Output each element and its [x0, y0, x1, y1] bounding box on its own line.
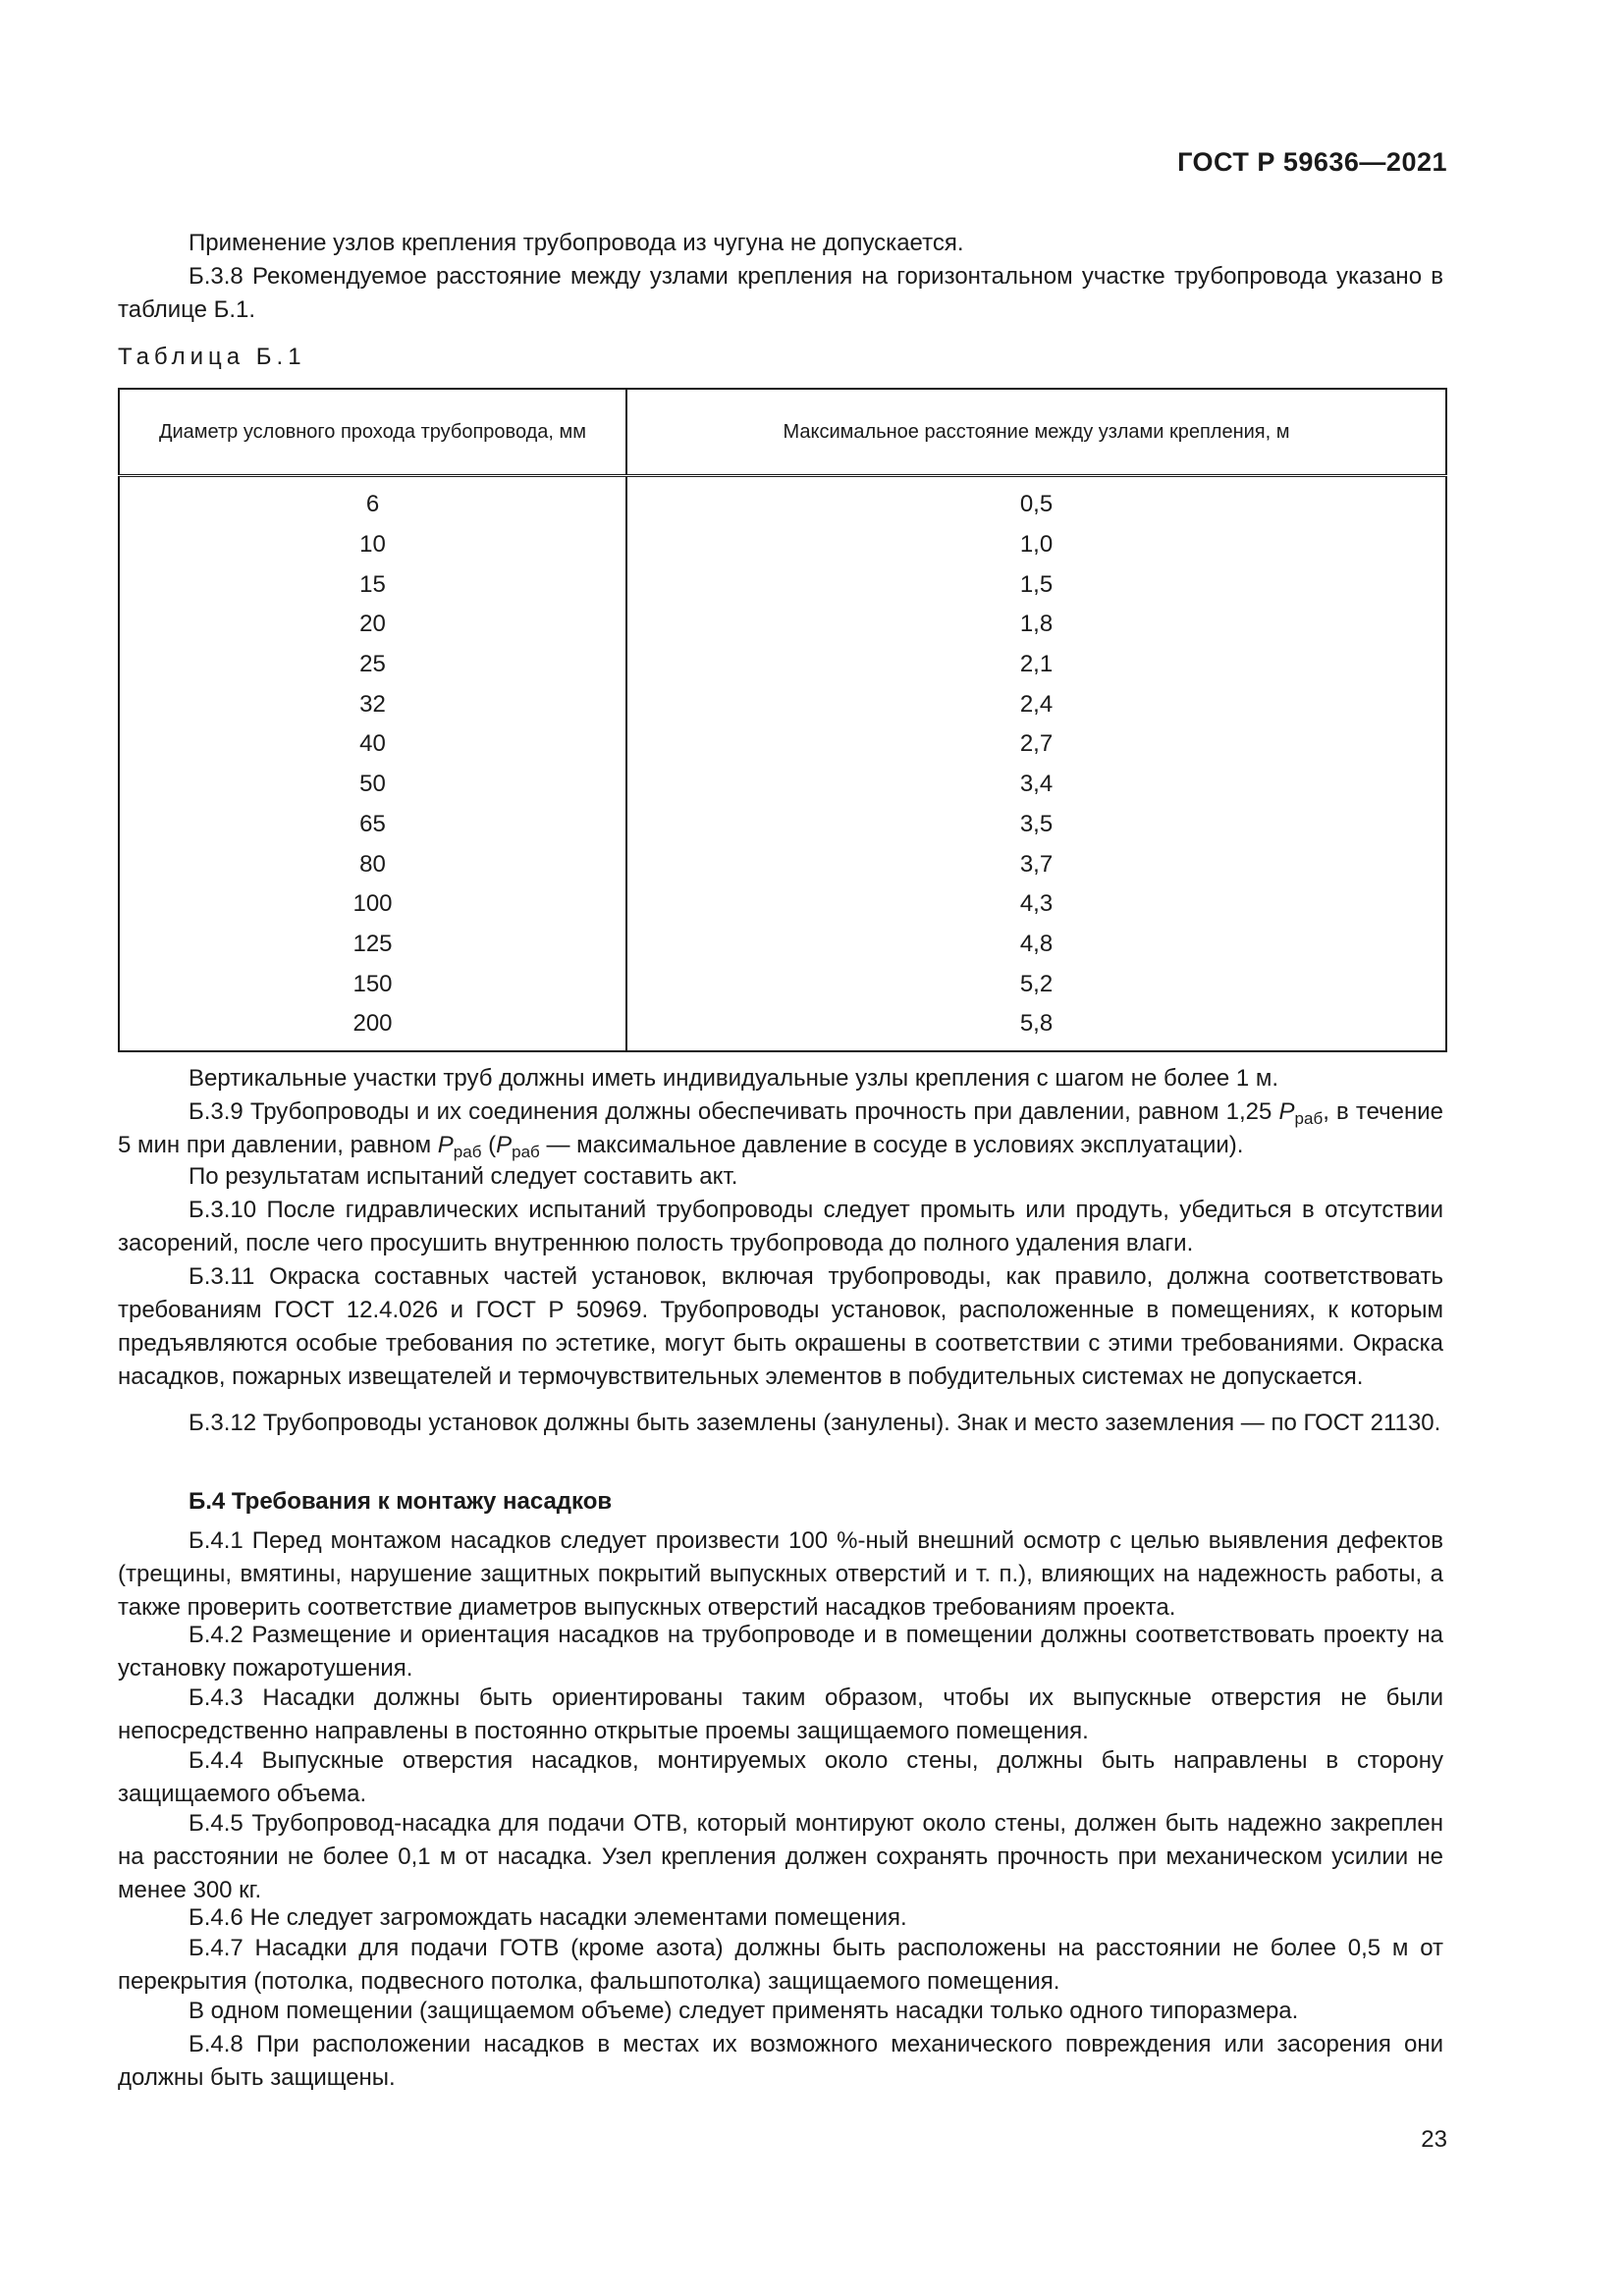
table-cell-distance: 2,4	[1019, 690, 1054, 718]
table-cell-distance: 5,2	[1019, 970, 1054, 997]
paragraph-b4-5: Б.4.5 Трубопровод-насадка для подачи ОТВ, который монтируют около стены, должен быть надежно закреплен на расстоянии не более 0,1 м от насадка. Узел крепления должен сохранять прочность при механическом усилии не менее 300 кг.	[118, 1810, 1443, 1903]
table-cell-diameter: 20	[119, 605, 626, 645]
paragraph-b3-8: Б.3.8 Рекомендуемое расстояние между узлами крепления на горизонтальном участке трубопровода указано в таблице Б.1.	[118, 263, 1443, 323]
table-cell-distance: 4,8	[1019, 930, 1054, 957]
paragraph-b3-11: Б.3.11 Окраска составных частей установок, включая трубопроводы, как правило, должна соответствовать требованиям ГОСТ 12.4.026 и ГОСТ Р 50969. Трубопроводы установок, расположенные в помещениях, к которым предъявляются особые требования по эстетике, могут быть окрашены в соответствии с этими требованиями. Окраска насадков, пожарных извещателей и термочувствительных элементов в побудительных системах не допускается.	[118, 1263, 1443, 1390]
table-cell-diameter: 200	[119, 1004, 626, 1051]
table-cell-distance: 2,1	[1019, 651, 1054, 678]
table-cell-diameter: 100	[119, 884, 626, 925]
table-cell-diameter: 15	[119, 564, 626, 605]
document-id-header: ГОСТ Р 59636—2021	[1177, 147, 1447, 177]
table-header-max-distance: Максимальное расстояние между узлами крепления, м	[626, 389, 1446, 476]
table-row	[119, 765, 1446, 805]
paragraph-single-size: В одном помещении (защищаемом объеме) следует применять насадки только одного типоразмера.	[189, 1998, 1299, 2024]
table-row	[119, 525, 1446, 565]
table-cell-diameter: 25	[119, 645, 626, 685]
paragraph-vertical-sections: Вертикальные участки труб должны иметь индивидуальные узлы крепления с шагом не более 1 м.	[189, 1065, 1279, 1092]
table-header-diameter: Диаметр условного прохода трубопровода, мм	[119, 389, 626, 476]
table-row	[119, 605, 1446, 645]
table-row	[119, 925, 1446, 965]
page-number: 23	[1421, 2126, 1447, 2153]
table-cell-diameter: 80	[119, 844, 626, 884]
table-cell-distance: 1,8	[1019, 611, 1054, 638]
paragraph-b4-7: Б.4.7 Насадки для подачи ГОТВ (кроме азота) должны быть расположены на расстоянии не более 0,5 м от перекрытия (потолка, подвесного потолка, фальшпотолка) защищаемого помещения.	[118, 1935, 1443, 1995]
paragraph-b4-3: Б.4.3 Насадки должны быть ориентированы таким образом, чтобы их выпускные отверстия не были непосредственно направлены в постоянно открытые проемы защищаемого помещения.	[118, 1684, 1443, 1744]
paragraph-b3-9: Б.3.9 Трубопроводы и их соединения должны обеспечивать прочность при давлении, равном 1,25 $P_{раб}$, в течение 5 мин при давлении, равном $P_{раб}$ ($P_{раб}$ — максимальное давление в сосуде в условиях эксплуатации).	[118, 1098, 1444, 1161]
table-caption: Таблица Б.1	[118, 344, 306, 370]
table-cell-diameter: 65	[119, 805, 626, 845]
support-spacing-table	[118, 388, 1447, 1052]
table-row	[119, 645, 1446, 685]
table-cell-distance: 1,5	[1019, 570, 1054, 598]
table-row	[119, 1004, 1446, 1051]
paragraph-b4-6: Б.4.6 Не следует загромождать насадки элементами помещения.	[189, 1904, 907, 1931]
paragraph-b3-10: Б.3.10 После гидравлических испытаний трубопроводы следует промыть или продуть, убедиться в отсутствии засорений, после чего просушить внутреннюю полость трубопровода до полного удаления влаги.	[118, 1197, 1443, 1256]
table-cell-diameter: 150	[119, 964, 626, 1004]
paragraph-b4-4: Б.4.4 Выпускные отверстия насадков, монтируемых около стены, должны быть направлены в сторону защищаемого объема.	[118, 1747, 1443, 1807]
table-row	[119, 684, 1446, 724]
table-row	[119, 964, 1446, 1004]
table-cell-diameter: 125	[119, 925, 626, 965]
table-cell-distance: 3,7	[1019, 850, 1054, 878]
section-heading-b4: Б.4 Требования к монтажу насадков	[189, 1488, 613, 1515]
paragraph-test-report: По результатам испытаний следует составить акт.	[189, 1163, 738, 1190]
table-cell-distance: 1,0	[1019, 531, 1054, 559]
table-cell-distance: 4,3	[1019, 890, 1054, 918]
paragraph-cast-iron: Применение узлов крепления трубопровода из чугуна не допускается.	[189, 230, 964, 256]
table-cell-diameter: 10	[119, 525, 626, 565]
table-cell-distance: 2,7	[1019, 730, 1054, 758]
table-cell-diameter: 40	[119, 724, 626, 765]
table-header-row	[119, 389, 1446, 476]
table-row	[119, 476, 1446, 525]
paragraph-b4-2: Б.4.2 Размещение и ориентация насадков на трубопроводе и в помещении должны соответствовать проекту на установку пожаротушения.	[118, 1622, 1443, 1682]
table-cell-diameter: 50	[119, 765, 626, 805]
paragraph-b4-8: Б.4.8 При расположении насадков в местах их возможного механического повреждения или засорения они должны быть защищены.	[118, 2031, 1443, 2091]
table-row	[119, 844, 1446, 884]
table-cell-distance: 3,4	[1019, 771, 1054, 798]
table-cell-distance: 3,5	[1019, 810, 1054, 837]
table-row	[119, 884, 1446, 925]
table-cell-diameter: 6	[119, 476, 626, 525]
table-cell-distance: 5,8	[1019, 1010, 1054, 1038]
table-row	[119, 805, 1446, 845]
table-cell-distance: 0,5	[1019, 491, 1054, 518]
paragraph-b4-1: Б.4.1 Перед монтажом насадков следует произвести 100 %-ный внешний осмотр с целью выявления дефектов (трещины, вмятины, нарушение защитных покрытий выпускных отверстий и т. п.), влияющих на надежность работы, а также проверить соответствие диаметров выпускных отверстий насадков требованиям проекта.	[118, 1527, 1443, 1621]
table-cell-diameter: 32	[119, 684, 626, 724]
table-row	[119, 724, 1446, 765]
table-row	[119, 564, 1446, 605]
paragraph-b3-12: Б.3.12 Трубопроводы установок должны быть заземлены (занулены). Знак и место заземления — по ГОСТ 21130.	[189, 1410, 1441, 1436]
